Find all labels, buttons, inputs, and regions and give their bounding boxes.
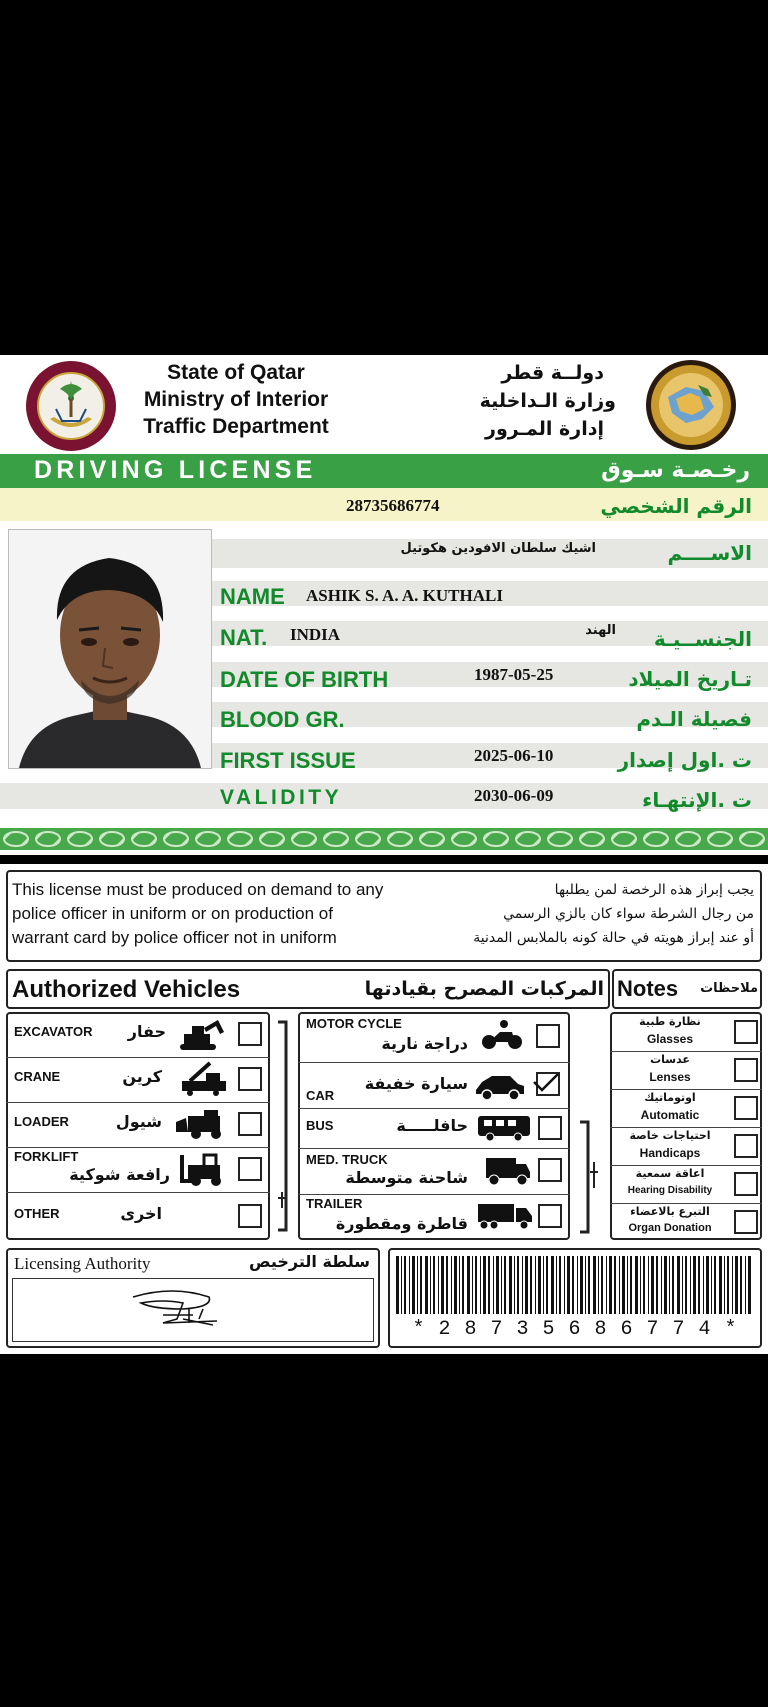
authorized-ar: المركبات المصرح بقيادتها: [364, 978, 604, 1000]
vehicle-label-ar: قاطرة ومقطورة: [335, 1214, 468, 1233]
blood-label: BLOOD GR.: [220, 707, 345, 732]
loader-checkbox[interactable]: [238, 1112, 262, 1136]
vehicle-label: MED. TRUCK: [306, 1152, 388, 1167]
automatic-checkbox[interactable]: [734, 1096, 758, 1120]
note-label: Hearing Disability: [627, 1185, 713, 1196]
vehicle-row-crane: [6, 1057, 270, 1103]
signature-box: [12, 1278, 374, 1342]
vehicle-label-ar: شاحنة متوسطة: [345, 1168, 468, 1187]
vehicle-row-trailer: [298, 1194, 570, 1240]
id-number: 28735686774: [346, 496, 440, 515]
header-en-line: Traffic Department: [143, 415, 329, 438]
note-lenses: [610, 1052, 762, 1090]
vehicle-row-motorcycle: [298, 1012, 570, 1063]
forklift-icon: [178, 1153, 232, 1187]
nationality-value: INDIA: [290, 625, 341, 644]
bus-checkbox[interactable]: [538, 1116, 562, 1140]
dob-value: 1987-05-25: [474, 665, 554, 684]
vehicle-label-ar: رافعة شوكية: [69, 1165, 170, 1184]
note-label: Organ Donation: [628, 1222, 712, 1234]
name-ar-label: الاســــم: [667, 541, 752, 565]
photo-frame: [8, 529, 212, 769]
bracket-left: [270, 1012, 298, 1240]
notice-ar-line: من رجال الشرطة سواء كان بالزي الرسمي: [503, 906, 754, 922]
nationality-label: NAT.: [220, 625, 268, 650]
note-organ: [610, 1204, 762, 1240]
vehicle-label-ar: كرين: [122, 1067, 162, 1086]
handicaps-checkbox[interactable]: [734, 1134, 758, 1158]
truck-icon: [484, 1156, 532, 1188]
glasses-checkbox[interactable]: [734, 1020, 758, 1044]
gcc-emblem-icon: [642, 357, 740, 453]
vehicle-label-ar: اخرى: [120, 1204, 162, 1223]
notice-ar: [400, 878, 754, 950]
header-en-line: State of Qatar: [167, 361, 305, 384]
moi-emblem-icon: [22, 359, 120, 453]
vehicle-label-ar: سيارة خفيفة: [364, 1074, 468, 1093]
loader-icon: [174, 1108, 232, 1140]
vehicles-right-list: [298, 1012, 570, 1240]
nationality-value-ar: الهند: [585, 623, 616, 638]
motorcycle-icon: [480, 1018, 524, 1052]
vehicle-label-ar: دراجة نارية: [381, 1034, 468, 1053]
crane-checkbox[interactable]: [238, 1067, 262, 1091]
vehicle-label: BUS: [306, 1118, 334, 1133]
header-en-line: Ministry of Interior: [143, 388, 329, 411]
signature-image: [13, 1279, 373, 1341]
vehicle-label: CAR: [306, 1088, 335, 1103]
vehicle-label: LOADER: [14, 1114, 69, 1129]
note-label-ar: نظارة طبية: [639, 1015, 701, 1028]
header-en: [120, 359, 352, 440]
barcode-icon: [396, 1256, 754, 1314]
blood-label-ar: فصيلة الـدم: [636, 707, 752, 731]
vehicle-row-bus: [298, 1108, 570, 1149]
note-glasses: [610, 1014, 762, 1052]
note-automatic: [610, 1090, 762, 1128]
title-ar: رخـصـة سـوق: [601, 458, 750, 483]
excavator-icon: [166, 1018, 228, 1050]
med-truck-checkbox[interactable]: [538, 1158, 562, 1182]
validity-value: 2030-06-09: [474, 786, 554, 805]
dob-label: DATE OF BIRTH: [220, 667, 389, 692]
name-value: ASHIK S. A. A. KUTHALI: [306, 586, 503, 605]
notice-en-line: warrant card by police officer not in uniform: [12, 928, 337, 947]
vehicle-label-ar: شيول: [115, 1112, 162, 1131]
holder-photo: [9, 530, 211, 768]
hearing-checkbox[interactable]: [734, 1172, 758, 1196]
note-label-ar: عدسات: [650, 1053, 690, 1066]
license-back: [0, 864, 768, 1354]
ornament-border: [0, 828, 768, 850]
motorcycle-checkbox[interactable]: [536, 1024, 560, 1048]
notice-ar-line: يجب إبراز هذه الرخصة لمن يطلبها: [554, 882, 754, 898]
vehicle-label: TRAILER: [306, 1196, 363, 1211]
first-issue-label: FIRST ISSUE: [220, 748, 356, 773]
validity-label-ar: ت .الإنتهـاء: [642, 788, 752, 812]
notice-en: [12, 878, 383, 950]
notes-list: [610, 1014, 762, 1240]
vehicles-left-list: [6, 1012, 270, 1240]
licensing-en: Licensing Authority: [14, 1254, 151, 1273]
notes-en: Notes: [617, 976, 679, 1001]
authorized-en: Authorized Vehicles: [12, 976, 241, 1003]
licensing-ar: سلطة الترخيص: [249, 1252, 370, 1271]
notice-en-line: police officer in uniform or on production of: [12, 904, 333, 923]
dob-label-ar: تـاريخ الميلاد: [628, 667, 752, 691]
validity-label: VALIDITY: [220, 786, 343, 809]
bracket-right: [570, 1012, 610, 1240]
notice-ar-line: أو عند إبراز هويته في حالة كونه بالملابس المدنية: [473, 930, 754, 946]
car-checkbox[interactable]: [536, 1072, 560, 1096]
bus-icon: [476, 1114, 532, 1142]
note-label-ar: احتياجات خاصة: [629, 1129, 711, 1142]
header-ar-line: دولــة قطر: [501, 362, 604, 384]
note-label: Lenses: [649, 1070, 691, 1084]
vehicle-label: EXCAVATOR: [14, 1024, 93, 1039]
vehicle-label: CRANE: [14, 1069, 61, 1084]
bracket-icon: [270, 1012, 298, 1240]
lenses-checkbox[interactable]: [734, 1058, 758, 1082]
barcode-text: * 2 8 7 3 5 6 8 6 7 7 4 *: [412, 1318, 738, 1341]
organ-checkbox[interactable]: [734, 1210, 758, 1234]
note-label: Glasses: [646, 1032, 694, 1046]
vehicle-label-ar: حفار: [127, 1022, 166, 1041]
notice-en-line: This license must be produced on demand to any: [12, 880, 384, 899]
note-label-ar: اعاقة سمعية: [635, 1167, 705, 1180]
vehicle-label: MOTOR CYCLE: [306, 1016, 402, 1031]
vehicle-row-loader: [6, 1102, 270, 1148]
crane-icon: [176, 1061, 232, 1097]
bracket-icon: [570, 1012, 610, 1240]
note-label-ar: اوتوماتيك: [644, 1091, 696, 1104]
vehicle-label: FORKLIFT: [14, 1149, 79, 1164]
note-handicaps: [610, 1128, 762, 1166]
other-checkbox[interactable]: [238, 1204, 262, 1228]
excavator-checkbox[interactable]: [238, 1022, 262, 1046]
nationality-label-ar: الجنســيـة: [653, 627, 752, 651]
vehicle-row-car: [298, 1062, 570, 1109]
vehicle-label-ar: حافلـــــة: [396, 1116, 468, 1135]
note-label: Handicaps: [639, 1146, 701, 1160]
name-ar-value: اشيك سلطان الافودين هكوتيل: [400, 541, 596, 556]
note-hearing: [610, 1166, 762, 1204]
id-label-ar: الرقم الشخصي: [600, 494, 752, 518]
trailer-icon: [476, 1202, 534, 1232]
trailer-checkbox[interactable]: [538, 1204, 562, 1228]
first-issue-label-ar: ت .اول إصدار: [617, 748, 752, 772]
vehicle-row-forklift: [6, 1147, 270, 1193]
car-icon: [474, 1072, 526, 1100]
checkmark-icon: [532, 1072, 560, 1096]
header-ar: [440, 359, 616, 443]
vehicle-row-excavator: [6, 1012, 270, 1058]
notes-ar: ملاحظات: [700, 981, 758, 996]
vehicle-row-other: [6, 1192, 270, 1238]
license-front: [0, 355, 768, 855]
header-ar-line: إدارة المـرور: [485, 418, 604, 440]
note-label: Automatic: [640, 1108, 700, 1122]
name-label: NAME: [220, 584, 285, 609]
forklift-checkbox[interactable]: [238, 1157, 262, 1181]
vehicle-row-med-truck: [298, 1148, 570, 1195]
vehicle-label: OTHER: [14, 1206, 60, 1221]
header-ar-line: وزارة الـداخلية: [479, 390, 616, 412]
first-issue-value: 2025-06-10: [474, 746, 554, 765]
note-label-ar: التبرع بالاعضاء: [630, 1205, 710, 1218]
title-en: DRIVING LICENSE: [34, 456, 317, 484]
